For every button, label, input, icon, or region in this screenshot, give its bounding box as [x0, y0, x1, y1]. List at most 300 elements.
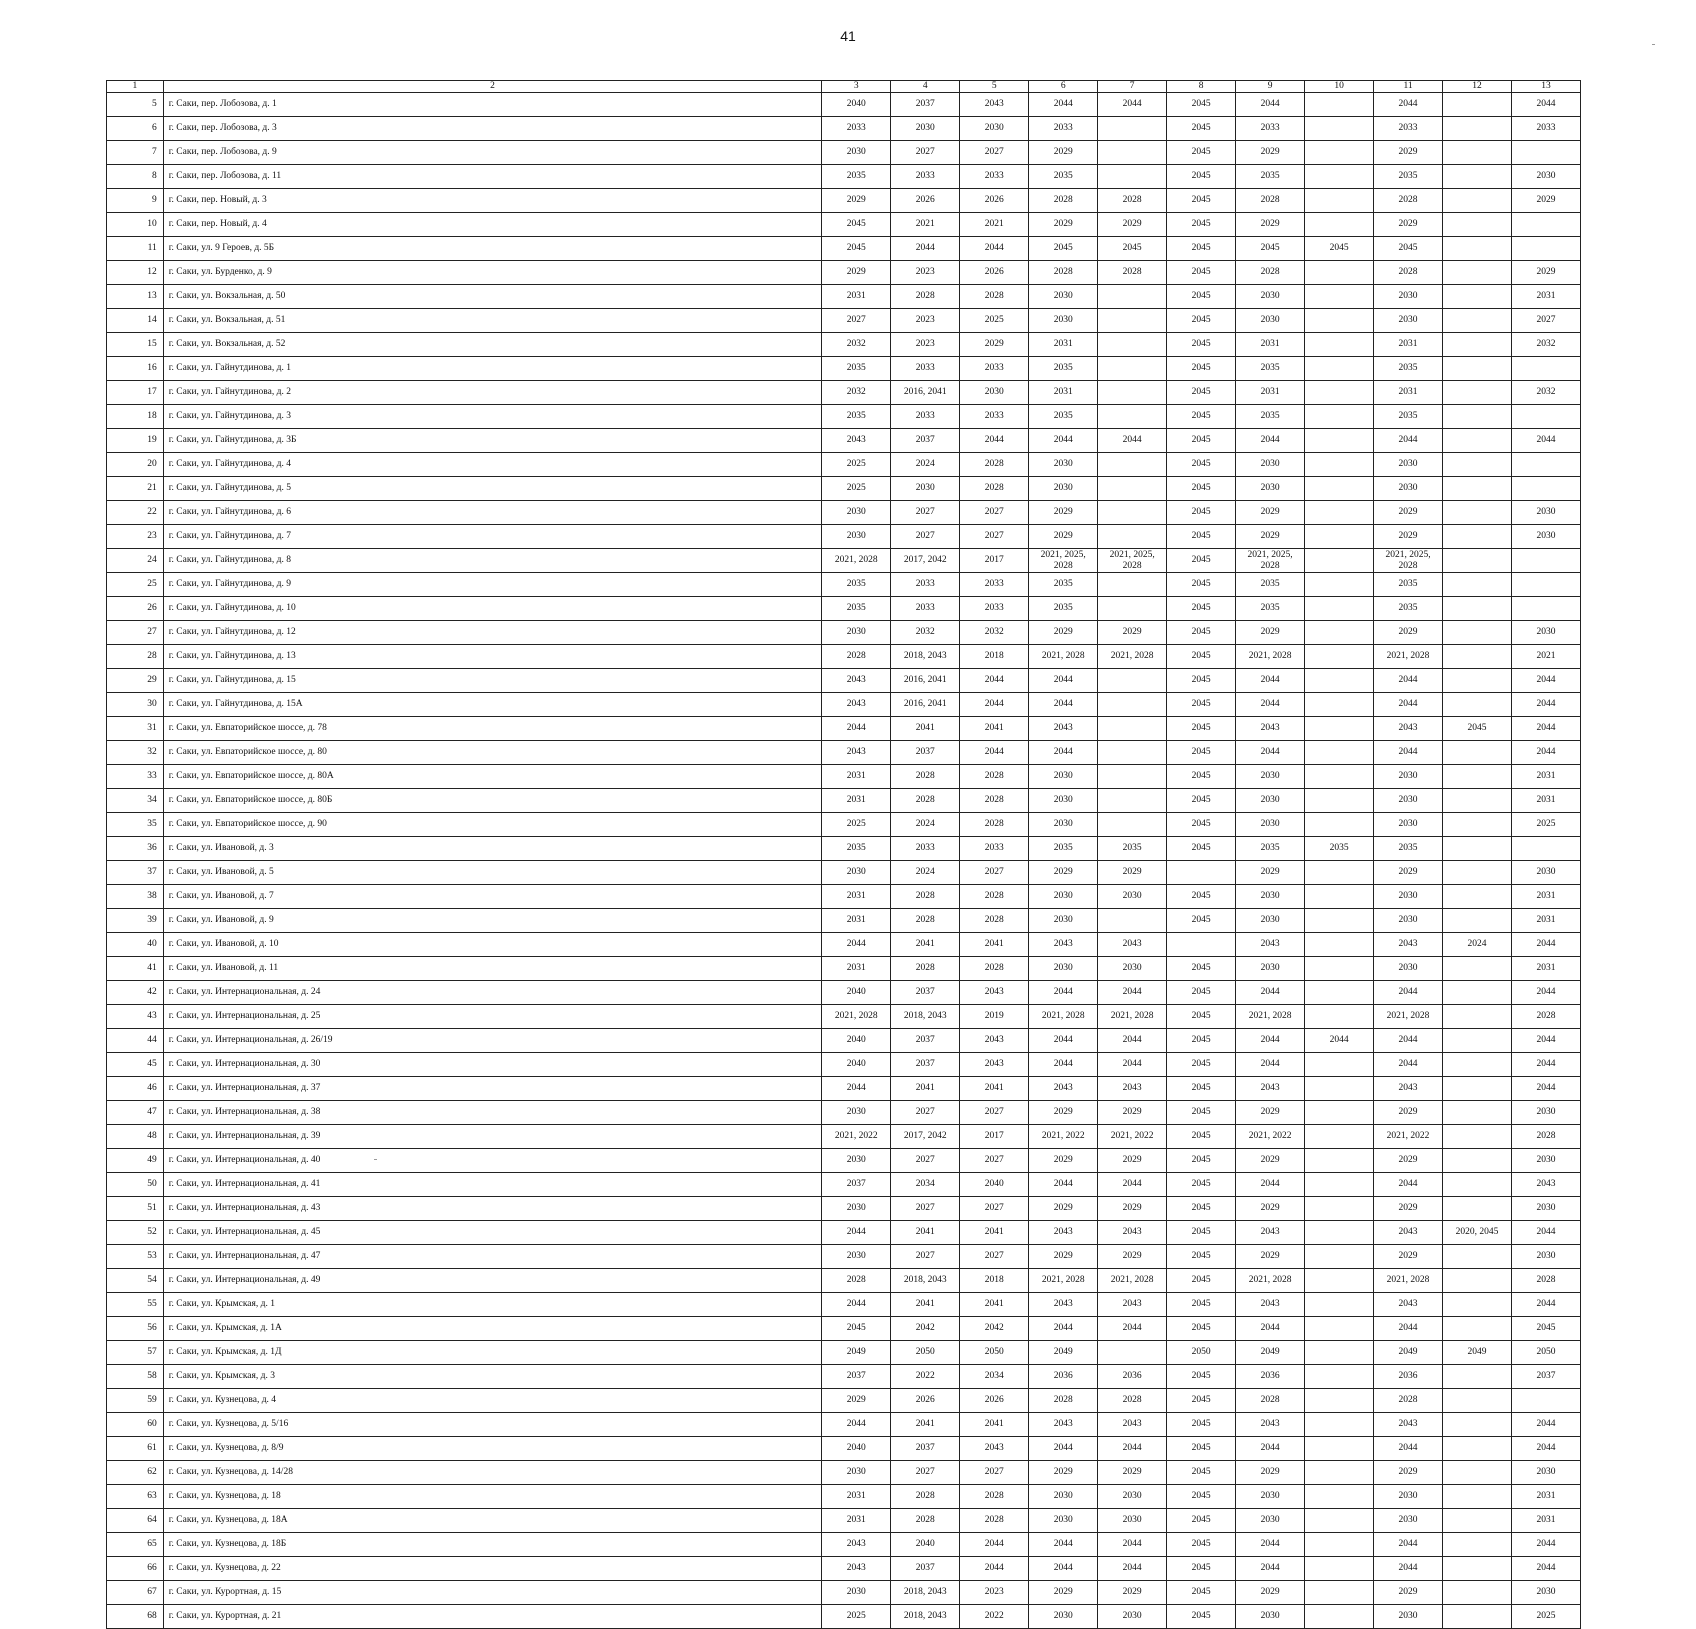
- year-cell: 2030: [1236, 309, 1305, 333]
- year-cell: 2045: [1167, 597, 1236, 621]
- year-cell: 2045: [1167, 1101, 1236, 1125]
- year-cell: [1098, 165, 1167, 189]
- year-cell: 2021, 2028: [1374, 645, 1443, 669]
- year-cell: 2044: [1098, 1053, 1167, 1077]
- address-cell: г. Саки, ул. Гайнутдинова, д. 6: [163, 501, 822, 525]
- year-cell: 2044: [822, 1221, 891, 1245]
- year-cell: 2043: [1236, 1293, 1305, 1317]
- year-cell: 2043: [960, 1029, 1029, 1053]
- year-cell: 2027: [891, 1461, 960, 1485]
- year-cell: 2029: [1511, 189, 1580, 213]
- year-cell: 2027: [960, 1149, 1029, 1173]
- year-cell: 2029: [1374, 525, 1443, 549]
- table-row: [107, 429, 1581, 453]
- year-cell: 2028: [1236, 189, 1305, 213]
- year-cell: 2036: [1236, 1365, 1305, 1389]
- year-cell: 2033: [891, 405, 960, 429]
- address-cell: г. Саки, ул. Интернациональная, д. 41: [163, 1173, 822, 1197]
- year-cell: 2045: [1443, 717, 1512, 741]
- year-cell: 2027: [891, 1245, 960, 1269]
- year-cell: 2037: [891, 741, 960, 765]
- year-cell: 2044: [1029, 1173, 1098, 1197]
- year-cell: [1305, 1077, 1374, 1101]
- year-cell: 2045: [1167, 741, 1236, 765]
- year-cell: 2040: [960, 1173, 1029, 1197]
- year-cell: 2050: [1167, 1341, 1236, 1365]
- year-cell: 2037: [891, 1053, 960, 1077]
- year-cell: [1443, 237, 1512, 261]
- year-cell: 2030: [1511, 861, 1580, 885]
- year-cell: 2043: [960, 1053, 1029, 1077]
- year-cell: 2030: [1098, 1509, 1167, 1533]
- column-header: 9: [1236, 81, 1305, 93]
- scan-mark: [1652, 44, 1655, 45]
- year-cell: [1443, 453, 1512, 477]
- row-number-cell: 6: [107, 117, 164, 141]
- year-cell: 2027: [891, 525, 960, 549]
- table-row: [107, 525, 1581, 549]
- year-cell: 2043: [822, 669, 891, 693]
- year-cell: 2044: [960, 693, 1029, 717]
- year-cell: 2021, 2022: [1029, 1125, 1098, 1149]
- year-cell: 2044: [1374, 1173, 1443, 1197]
- year-cell: 2040: [891, 1533, 960, 1557]
- year-cell: 2035: [1374, 357, 1443, 381]
- year-cell: 2045: [1511, 1317, 1580, 1341]
- address-cell: г. Саки, ул. Кузнецова, д. 18А: [163, 1509, 822, 1533]
- year-cell: 2043: [960, 1437, 1029, 1461]
- year-cell: 2045: [1167, 1413, 1236, 1437]
- year-cell: 2018: [960, 645, 1029, 669]
- address-cell: г. Саки, пер. Лобозова, д. 3: [163, 117, 822, 141]
- year-cell: 2035: [822, 597, 891, 621]
- year-cell: 2035: [1029, 597, 1098, 621]
- year-cell: 2030: [1236, 477, 1305, 501]
- year-cell: 2045: [1167, 789, 1236, 813]
- address-cell: г. Саки, ул. Интернациональная, д. 40: [163, 1149, 822, 1173]
- year-cell: 2044: [1098, 93, 1167, 117]
- table-row: [107, 141, 1581, 165]
- year-cell: [1305, 645, 1374, 669]
- table-row: [107, 165, 1581, 189]
- year-cell: 2030: [1029, 309, 1098, 333]
- year-cell: [1305, 1221, 1374, 1245]
- year-cell: [1098, 333, 1167, 357]
- year-cell: [1443, 645, 1512, 669]
- year-cell: 2044: [1374, 1029, 1443, 1053]
- year-cell: [1305, 525, 1374, 549]
- year-cell: 2041: [891, 1293, 960, 1317]
- year-cell: 2029: [1029, 1197, 1098, 1221]
- year-cell: 2035: [822, 165, 891, 189]
- address-cell: г. Саки, ул. Интернациональная, д. 49: [163, 1269, 822, 1293]
- year-cell: 2033: [891, 597, 960, 621]
- year-cell: [1098, 141, 1167, 165]
- table-row: [107, 117, 1581, 141]
- year-cell: 2036: [1029, 1365, 1098, 1389]
- address-cell: г. Саки, ул. Вокзальная, д. 50: [163, 285, 822, 309]
- year-cell: 2044: [1029, 741, 1098, 765]
- year-cell: 2031: [1511, 285, 1580, 309]
- year-cell: 2031: [822, 765, 891, 789]
- year-cell: 2044: [1511, 693, 1580, 717]
- year-cell: [1305, 1413, 1374, 1437]
- year-cell: 2044: [1511, 1437, 1580, 1461]
- year-cell: 2043: [1029, 717, 1098, 741]
- table-row: [107, 1317, 1581, 1341]
- year-cell: 2030: [1236, 1605, 1305, 1629]
- year-cell: 2028: [960, 477, 1029, 501]
- year-cell: 2027: [960, 501, 1029, 525]
- year-cell: 2041: [960, 933, 1029, 957]
- year-cell: 2045: [1167, 813, 1236, 837]
- address-cell: г. Саки, ул. Крымская, д. 1: [163, 1293, 822, 1317]
- year-cell: [1443, 1437, 1512, 1461]
- year-cell: 2030: [1098, 885, 1167, 909]
- year-cell: 2041: [960, 1077, 1029, 1101]
- year-cell: 2029: [1236, 1197, 1305, 1221]
- address-cell: г. Саки, ул. Гайнутдинова, д. 4: [163, 453, 822, 477]
- year-cell: 2028: [822, 645, 891, 669]
- year-cell: 2043: [960, 981, 1029, 1005]
- year-cell: 2044: [1098, 981, 1167, 1005]
- address-cell: г. Саки, ул. Интернациональная, д. 43: [163, 1197, 822, 1221]
- year-cell: 2045: [822, 237, 891, 261]
- year-cell: 2044: [1374, 1317, 1443, 1341]
- year-cell: 2044: [1236, 93, 1305, 117]
- year-cell: 2016, 2041: [891, 669, 960, 693]
- table-row: [107, 381, 1581, 405]
- year-cell: 2040: [822, 1029, 891, 1053]
- year-cell: 2030: [1029, 909, 1098, 933]
- year-cell: 2044: [960, 429, 1029, 453]
- year-cell: [1443, 765, 1512, 789]
- year-cell: 2036: [1098, 1365, 1167, 1389]
- year-cell: [1305, 549, 1374, 573]
- year-cell: 2045: [1167, 261, 1236, 285]
- year-cell: 2030: [1374, 1605, 1443, 1629]
- row-number-cell: 29: [107, 669, 164, 693]
- year-cell: 2021, 2025, 2028: [1374, 549, 1443, 573]
- year-cell: [1305, 597, 1374, 621]
- year-cell: 2027: [822, 309, 891, 333]
- year-cell: 2021, 2022: [822, 1125, 891, 1149]
- year-cell: [1511, 1389, 1580, 1413]
- year-cell: 2028: [1374, 1389, 1443, 1413]
- address-cell: г. Саки, ул. Евпаторийское шоссе, д. 80А: [163, 765, 822, 789]
- year-cell: 2045: [1167, 1029, 1236, 1053]
- column-header: 7: [1098, 81, 1167, 93]
- table-row: [107, 453, 1581, 477]
- year-cell: [1098, 477, 1167, 501]
- year-cell: 2029: [1098, 213, 1167, 237]
- row-number-cell: 26: [107, 597, 164, 621]
- year-cell: 2045: [1167, 1581, 1236, 1605]
- year-cell: 2029: [1029, 141, 1098, 165]
- year-cell: [1305, 717, 1374, 741]
- year-cell: 2029: [1098, 1101, 1167, 1125]
- year-cell: 2018, 2043: [891, 1581, 960, 1605]
- year-cell: 2017, 2042: [891, 1125, 960, 1149]
- address-cell: г. Саки, ул. Евпаторийское шоссе, д. 78: [163, 717, 822, 741]
- row-number-cell: 45: [107, 1053, 164, 1077]
- year-cell: [1443, 1101, 1512, 1125]
- year-cell: [1305, 1533, 1374, 1557]
- address-cell: г. Саки, ул. Кузнецова, д. 4: [163, 1389, 822, 1413]
- year-cell: 2029: [1374, 621, 1443, 645]
- year-cell: 2044: [1029, 1029, 1098, 1053]
- column-header: 2: [163, 81, 822, 93]
- year-cell: 2033: [960, 573, 1029, 597]
- year-cell: 2027: [960, 1101, 1029, 1125]
- address-cell: г. Саки, ул. Ивановой, д. 10: [163, 933, 822, 957]
- address-cell: г. Саки, ул. Интернациональная, д. 39: [163, 1125, 822, 1149]
- year-cell: 2029: [1098, 621, 1167, 645]
- address-cell: г. Саки, ул. Курортная, д. 21: [163, 1605, 822, 1629]
- year-cell: [1305, 909, 1374, 933]
- table-row: [107, 909, 1581, 933]
- year-cell: 2028: [1098, 261, 1167, 285]
- year-cell: 2026: [960, 261, 1029, 285]
- row-number-cell: 61: [107, 1437, 164, 1461]
- year-cell: 2045: [1098, 237, 1167, 261]
- year-cell: 2029: [1029, 621, 1098, 645]
- year-cell: [1511, 213, 1580, 237]
- year-cell: 2045: [1167, 237, 1236, 261]
- year-cell: 2029: [822, 261, 891, 285]
- year-cell: 2043: [1236, 1077, 1305, 1101]
- year-cell: [1443, 429, 1512, 453]
- year-cell: 2017: [960, 549, 1029, 573]
- table-row: [107, 1413, 1581, 1437]
- year-cell: 2030: [1236, 957, 1305, 981]
- year-cell: 2044: [1511, 1221, 1580, 1245]
- year-cell: 2030: [1374, 453, 1443, 477]
- year-cell: [1305, 333, 1374, 357]
- year-cell: 2030: [1374, 885, 1443, 909]
- year-cell: 2050: [960, 1341, 1029, 1365]
- year-cell: 2035: [1098, 837, 1167, 861]
- year-cell: [1443, 1461, 1512, 1485]
- year-cell: [1443, 1605, 1512, 1629]
- year-cell: 2029: [1236, 1245, 1305, 1269]
- year-cell: 2043: [1098, 933, 1167, 957]
- year-cell: 2029: [822, 1389, 891, 1413]
- year-cell: 2043: [1511, 1173, 1580, 1197]
- year-cell: [1443, 1365, 1512, 1389]
- year-cell: 2028: [1511, 1005, 1580, 1029]
- year-cell: 2032: [1511, 333, 1580, 357]
- year-cell: [1305, 165, 1374, 189]
- year-cell: [1511, 477, 1580, 501]
- year-cell: [1305, 93, 1374, 117]
- year-cell: 2018: [960, 1269, 1029, 1293]
- year-cell: 2029: [1236, 1581, 1305, 1605]
- address-cell: г. Саки, ул. Интернациональная, д. 30: [163, 1053, 822, 1077]
- column-header: 6: [1029, 81, 1098, 93]
- year-cell: 2028: [1511, 1125, 1580, 1149]
- year-cell: [1305, 1581, 1374, 1605]
- year-cell: [1305, 213, 1374, 237]
- year-cell: [1511, 573, 1580, 597]
- year-cell: 2026: [891, 189, 960, 213]
- address-cell: г. Саки, ул. Интернациональная, д. 26/19: [163, 1029, 822, 1053]
- year-cell: 2030: [1511, 1197, 1580, 1221]
- year-cell: 2045: [1305, 237, 1374, 261]
- table-body: [107, 93, 1581, 1629]
- row-number-cell: 20: [107, 453, 164, 477]
- year-cell: 2019: [960, 1005, 1029, 1029]
- year-cell: [1305, 1269, 1374, 1293]
- year-cell: [1443, 1149, 1512, 1173]
- year-cell: 2035: [1029, 837, 1098, 861]
- year-cell: 2045: [1167, 117, 1236, 141]
- year-cell: 2028: [891, 1485, 960, 1509]
- page-number: 41: [840, 28, 856, 44]
- year-cell: 2045: [1167, 1437, 1236, 1461]
- year-cell: 2045: [1167, 909, 1236, 933]
- year-cell: 2026: [960, 1389, 1029, 1413]
- year-cell: 2041: [891, 1077, 960, 1101]
- year-cell: 2045: [1167, 549, 1236, 573]
- year-cell: 2029: [1236, 213, 1305, 237]
- year-cell: [1443, 1557, 1512, 1581]
- year-cell: 2044: [1511, 93, 1580, 117]
- year-cell: [1305, 501, 1374, 525]
- address-cell: г. Саки, ул. Интернациональная, д. 25: [163, 1005, 822, 1029]
- address-cell: г. Саки, ул. Гайнутдинова, д. 1: [163, 357, 822, 381]
- year-cell: 2040: [822, 1053, 891, 1077]
- year-cell: 2044: [960, 1533, 1029, 1557]
- row-number-cell: 46: [107, 1077, 164, 1101]
- row-number-cell: 28: [107, 645, 164, 669]
- year-cell: 2044: [1029, 669, 1098, 693]
- year-cell: 2045: [1167, 405, 1236, 429]
- address-cell: г. Саки, ул. Ивановой, д. 11: [163, 957, 822, 981]
- year-cell: [1443, 165, 1512, 189]
- year-cell: 2029: [1374, 1101, 1443, 1125]
- year-cell: [1511, 237, 1580, 261]
- year-cell: 2045: [1167, 1461, 1236, 1485]
- year-cell: 2044: [1236, 981, 1305, 1005]
- year-cell: [1305, 429, 1374, 453]
- year-cell: 2035: [822, 405, 891, 429]
- address-cell: г. Саки, ул. Гайнутдинова, д. 9: [163, 573, 822, 597]
- year-cell: [1443, 261, 1512, 285]
- year-cell: [1305, 1485, 1374, 1509]
- year-cell: 2044: [1029, 1317, 1098, 1341]
- year-cell: 2030: [822, 861, 891, 885]
- year-cell: 2035: [1029, 357, 1098, 381]
- year-cell: [1305, 813, 1374, 837]
- year-cell: [1443, 1005, 1512, 1029]
- year-cell: [1305, 1317, 1374, 1341]
- year-cell: 2029: [1098, 1581, 1167, 1605]
- year-cell: 2030: [822, 1461, 891, 1485]
- year-cell: 2037: [1511, 1365, 1580, 1389]
- address-cell: г. Саки, пер. Новый, д. 4: [163, 213, 822, 237]
- year-cell: 2045: [1167, 1509, 1236, 1533]
- year-cell: 2045: [1167, 981, 1236, 1005]
- year-cell: [1305, 309, 1374, 333]
- year-cell: [1443, 1509, 1512, 1533]
- year-cell: 2027: [1511, 309, 1580, 333]
- address-cell: г. Саки, ул. Интернациональная, д. 38: [163, 1101, 822, 1125]
- row-number-cell: 21: [107, 477, 164, 501]
- year-cell: 2033: [891, 165, 960, 189]
- year-cell: 2033: [1236, 117, 1305, 141]
- year-cell: 2044: [822, 933, 891, 957]
- year-cell: 2024: [891, 453, 960, 477]
- year-cell: 2044: [1511, 1293, 1580, 1317]
- year-cell: 2043: [1236, 1413, 1305, 1437]
- year-cell: 2028: [960, 813, 1029, 837]
- year-cell: [1443, 1533, 1512, 1557]
- address-cell: г. Саки, пер. Новый, д. 3: [163, 189, 822, 213]
- year-cell: 2044: [1029, 93, 1098, 117]
- year-cell: [1443, 285, 1512, 309]
- year-cell: 2030: [1511, 1101, 1580, 1125]
- year-cell: [1098, 285, 1167, 309]
- year-cell: 2045: [1374, 237, 1443, 261]
- year-cell: 2030: [822, 1245, 891, 1269]
- year-cell: 2024: [1443, 933, 1512, 957]
- address-cell: г. Саки, ул. Гайнутдинова, д. 8: [163, 549, 822, 573]
- year-cell: 2041: [960, 1221, 1029, 1245]
- column-header: 13: [1511, 81, 1580, 93]
- year-cell: 2029: [822, 189, 891, 213]
- year-cell: 2030: [822, 1101, 891, 1125]
- table-row: [107, 1149, 1581, 1173]
- year-cell: 2032: [1511, 381, 1580, 405]
- year-cell: 2045: [1167, 1269, 1236, 1293]
- year-cell: 2045: [1167, 765, 1236, 789]
- year-cell: 2030: [822, 1149, 891, 1173]
- row-number-cell: 15: [107, 333, 164, 357]
- address-cell: г. Саки, ул. Гайнутдинова, д. 13: [163, 645, 822, 669]
- year-cell: [1443, 885, 1512, 909]
- year-cell: 2025: [1511, 813, 1580, 837]
- year-cell: 2029: [1029, 1461, 1098, 1485]
- year-cell: 2031: [1511, 1485, 1580, 1509]
- year-cell: [1443, 1053, 1512, 1077]
- year-cell: [1098, 717, 1167, 741]
- row-number-cell: 11: [107, 237, 164, 261]
- year-cell: 2035: [1374, 597, 1443, 621]
- year-cell: [1305, 933, 1374, 957]
- address-cell: г. Саки, ул. Гайнутдинова, д. 3Б: [163, 429, 822, 453]
- year-cell: [1305, 789, 1374, 813]
- table-row: [107, 1461, 1581, 1485]
- year-cell: 2045: [1167, 1485, 1236, 1509]
- row-number-cell: 34: [107, 789, 164, 813]
- year-cell: 2042: [891, 1317, 960, 1341]
- year-cell: 2030: [891, 477, 960, 501]
- year-cell: 2031: [822, 1485, 891, 1509]
- row-number-cell: 43: [107, 1005, 164, 1029]
- address-cell: г. Саки, ул. Евпаторийское шоссе, д. 90: [163, 813, 822, 837]
- year-cell: 2023: [960, 1581, 1029, 1605]
- year-cell: 2031: [1511, 765, 1580, 789]
- year-cell: 2035: [1236, 573, 1305, 597]
- year-cell: 2029: [1236, 621, 1305, 645]
- year-cell: 2034: [891, 1173, 960, 1197]
- year-cell: 2030: [822, 1581, 891, 1605]
- year-cell: [1305, 669, 1374, 693]
- year-cell: [1443, 1389, 1512, 1413]
- year-cell: 2028: [891, 285, 960, 309]
- table-row: [107, 1221, 1581, 1245]
